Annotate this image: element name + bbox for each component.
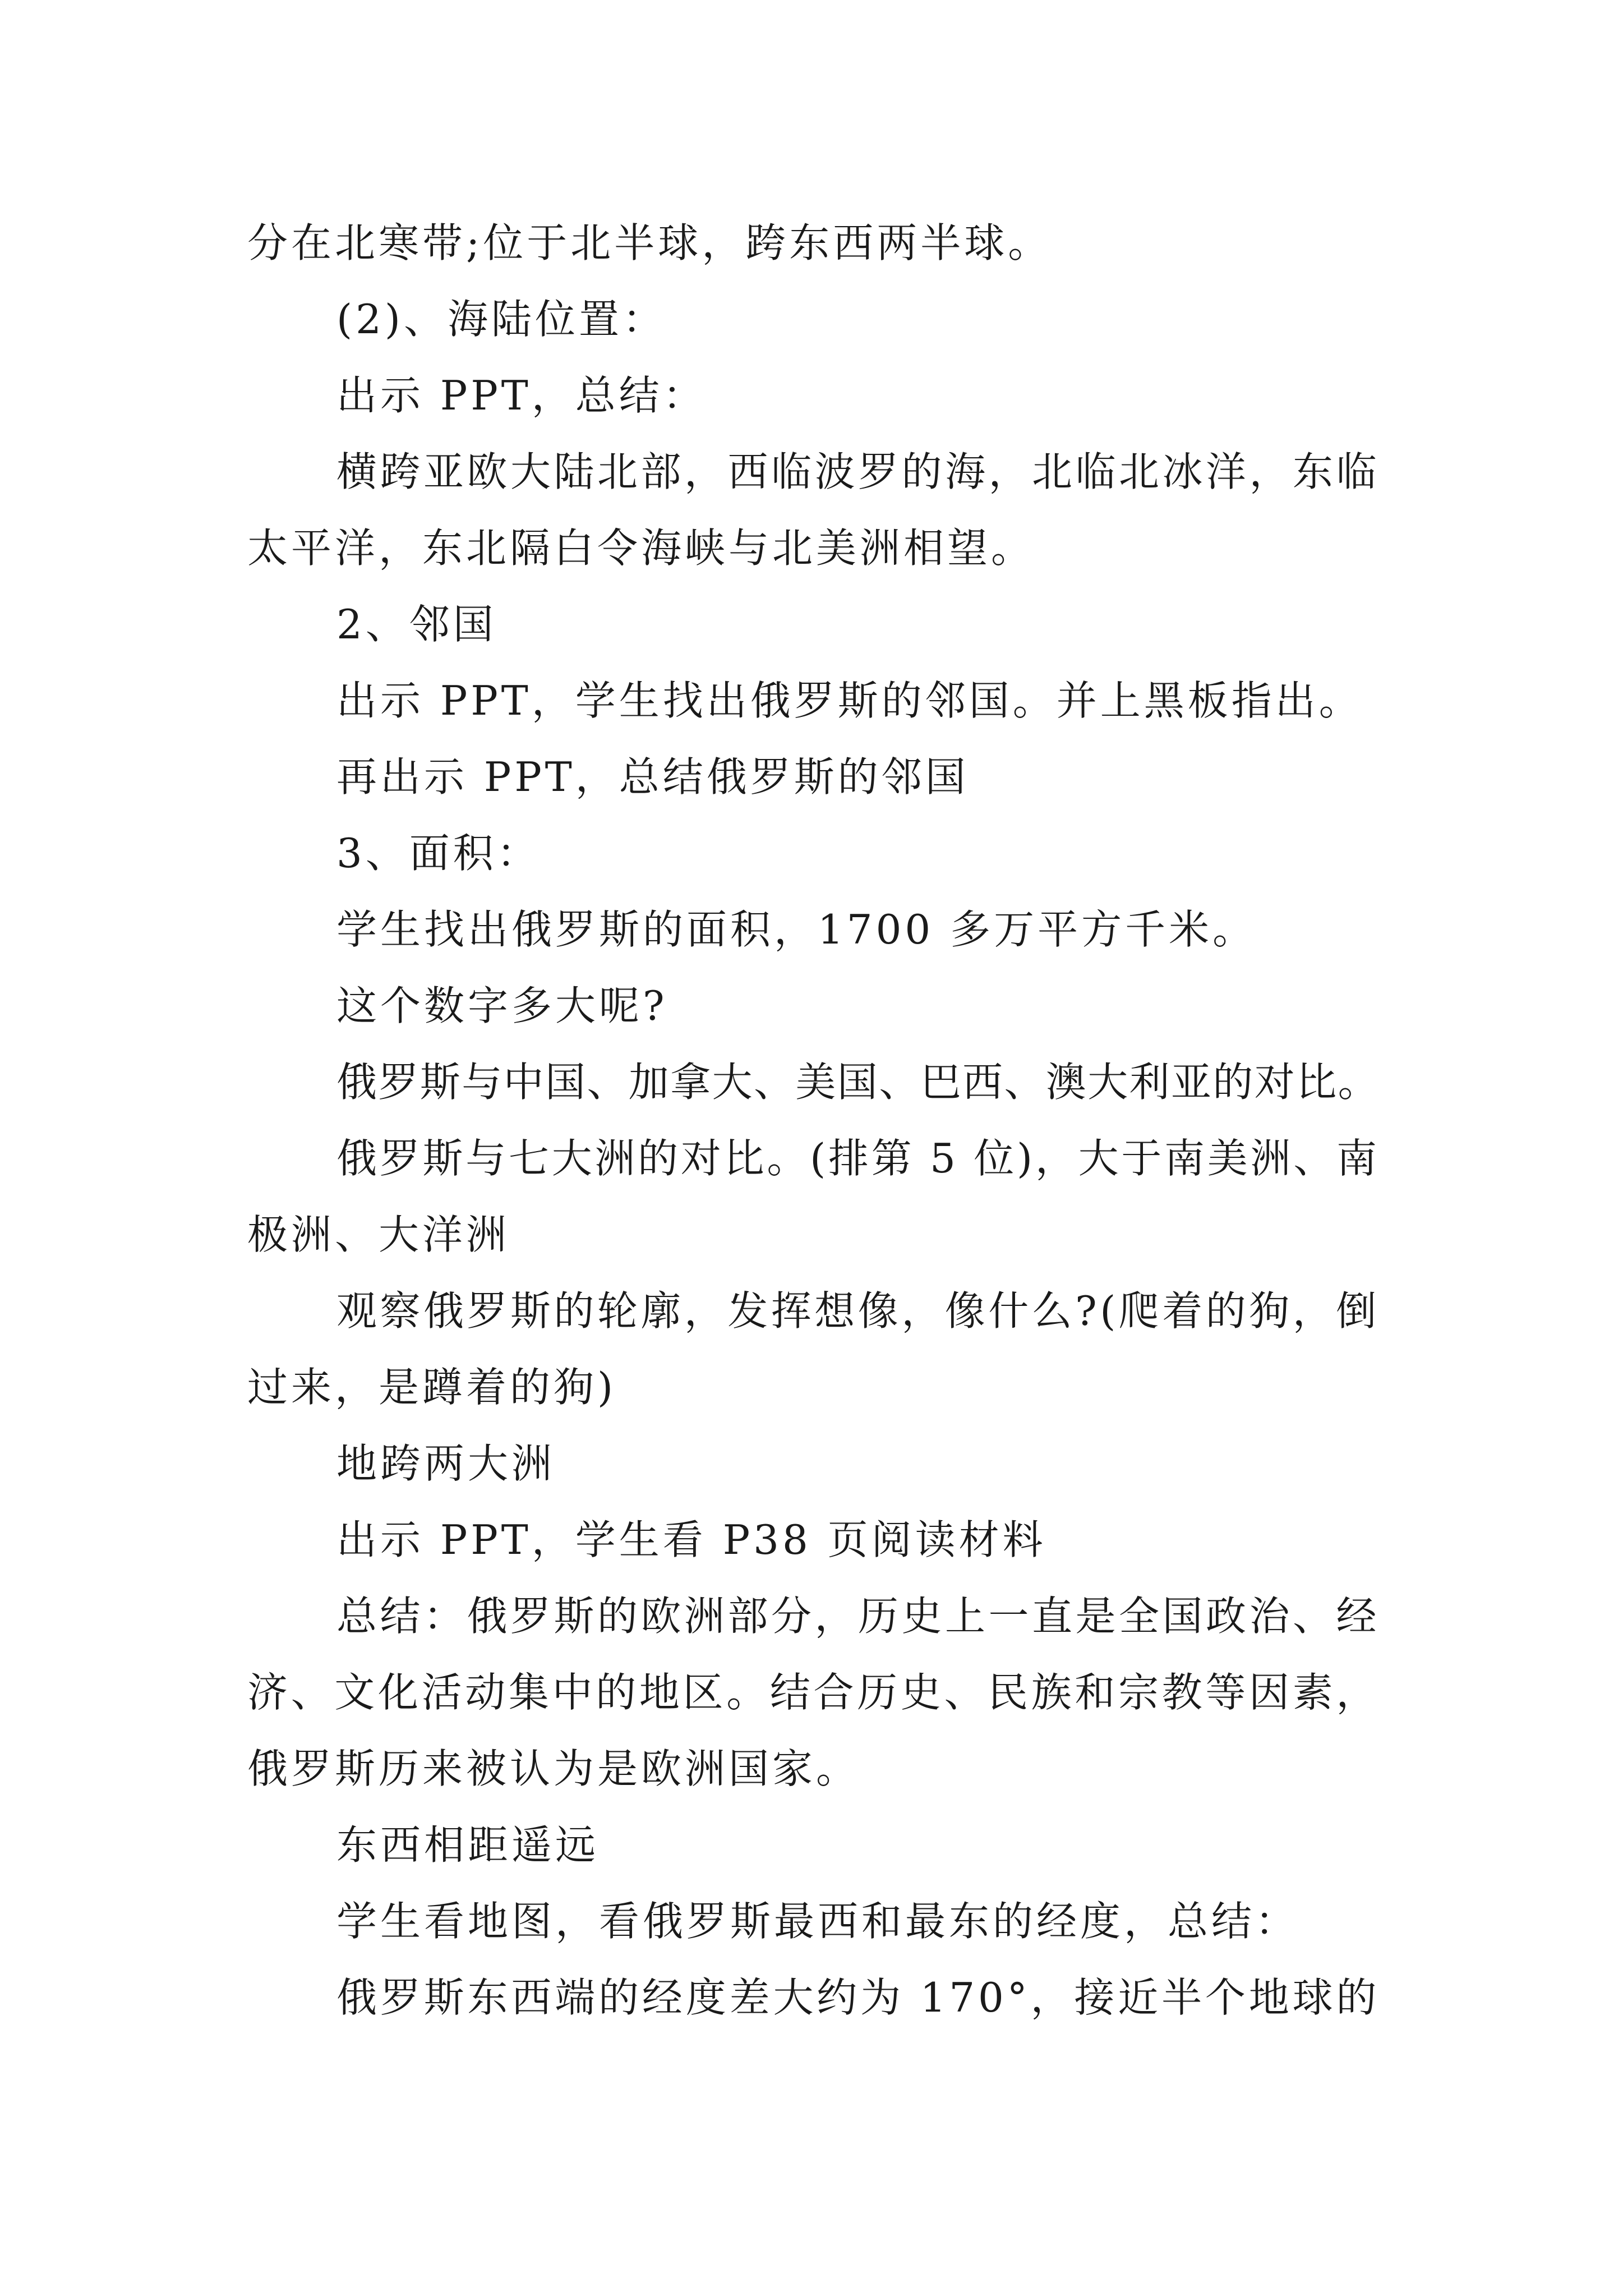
text-line: 过来，是蹲着的狗) [247,1364,617,1411]
text-line: 出示 PPT，学生找出俄罗斯的邻国。并上黑板指出。 [336,677,1363,724]
text-line: 横跨亚欧大陆北部，西临波罗的海，北临北冰洋，东临 [336,448,1380,495]
text-line: 俄罗斯与七大洲的对比。(排第 5 位)，大于南美洲、南 [336,1135,1380,1182]
text-line: 地跨两大洲 [336,1440,556,1487]
text-line: 东西相距遥远 [336,1821,600,1869]
text-line: 分在北寒带;位于北半球，跨东西两半球。 [247,219,1052,266]
text-line: 济、文化活动集中的地区。结合历史、民族和宗教等因素， [247,1669,1380,1716]
text-line: 学生找出俄罗斯的面积，1700 多万平方千米。 [336,906,1257,953]
text-line: 总结：俄罗斯的欧洲部分，历史上一直是全国政治、经 [336,1593,1380,1640]
text-line: 俄罗斯东西端的经度差大约为 170°，接近半个地球的 [336,1974,1380,2021]
text-line: 这个数字多大呢? [336,982,668,1029]
text-line: 极洲、大洋洲 [247,1211,510,1258]
text-line: 学生看地图，看俄罗斯最西和最东的经度，总结： [336,1898,1299,1945]
text-line: 俄罗斯历来被认为是欧洲国家。 [247,1745,860,1792]
text-line: 观察俄罗斯的轮廓，发挥想像，像什么?(爬着的狗，倒 [336,1287,1380,1335]
text-line: 俄罗斯与中国、加拿大、美国、巴西、澳大利亚的对比。 [336,1059,1380,1106]
text-line: 再出示 PPT，总结俄罗斯的邻国 [336,753,969,800]
text-line: 2、邻国 [336,601,497,648]
text-line: 出示 PPT，总结： [336,372,707,419]
text-line: 3、面积： [336,830,541,877]
text-line: 太平洋，东北隔白令海峡与北美洲相望。 [247,524,1035,572]
text-line: (2)、海陆位置： [336,296,666,343]
text-line: 出示 PPT，学生看 P38 页阅读材料 [336,1516,1046,1563]
